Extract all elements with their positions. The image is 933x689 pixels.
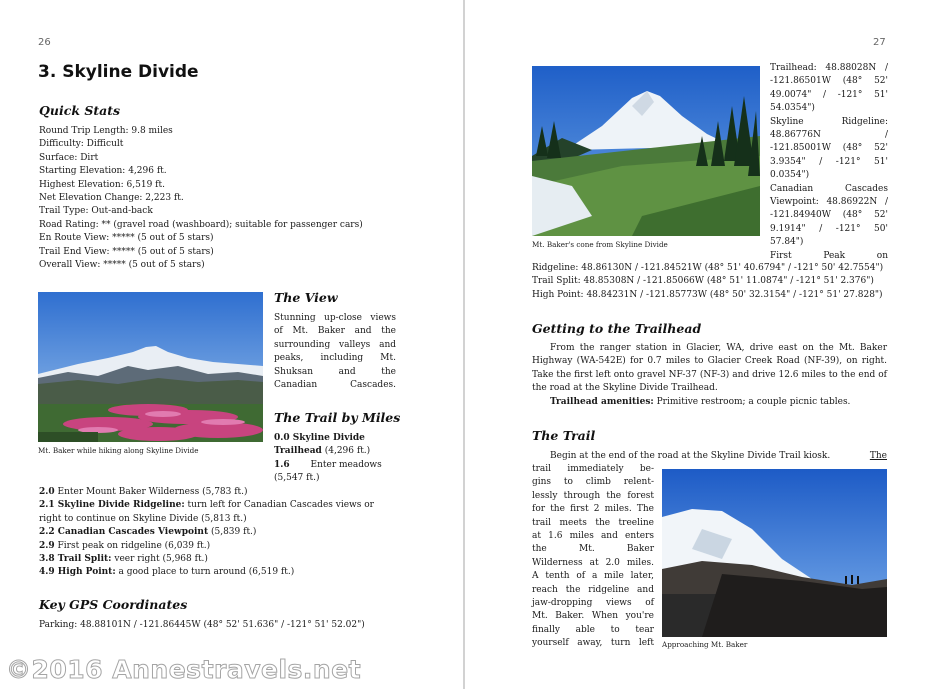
mile-entry-bold: 2.0 [39, 487, 55, 497]
gps-line: Canadian Cascades [770, 183, 888, 194]
photo3-caption: Approaching Mt. Baker [662, 640, 748, 649]
quick-stat-line: Net Elevation Change: 2,223 ft. [39, 193, 184, 204]
trail-first-line [550, 450, 887, 463]
mile-entry [39, 486, 374, 499]
mile-entry [39, 540, 374, 553]
mile-entry [39, 526, 374, 539]
quick-stats-list [39, 125, 363, 272]
photo1-caption: Mt. Baker while hiking along Skyline Divide [38, 446, 199, 455]
quick-stat-line: En Route View: ***** (5 out of 5 stars) [39, 233, 214, 244]
photo-mt-baker-wildflowers [38, 292, 263, 442]
gps-line: 3.9354" / -121° 51' [770, 156, 888, 167]
trail-line: gins to climb relent- [532, 477, 654, 488]
copyright-watermark: ©2016 Annestravels.net [6, 655, 362, 684]
trail-line: Wilderness at 2.0 miles. [532, 557, 654, 568]
trail-line: reach the ridgeline and [532, 584, 654, 595]
chapter-title: 3. Skyline Divide [38, 62, 199, 82]
right-page [466, 0, 933, 689]
mile-entry [39, 499, 374, 512]
mile-entry-text: a good place to turn around (6,519 ft.) [115, 567, 295, 578]
trail-first-line-text: Begin at the end of the road at the Skyline Divide Trail kiosk. [550, 451, 831, 461]
view-line: Stunning up-close views [274, 313, 396, 323]
gps-line: Viewpoint: 48.86922N / [770, 197, 888, 208]
trail-first-line-end: The [869, 451, 887, 461]
amenities-label: Trailhead amenities: [550, 397, 654, 407]
gps-heading: Key GPS Coordinates [39, 597, 188, 612]
mile-entry-text: First peak on ridgeline (6,039 ft.) [54, 540, 211, 551]
mile-entry [39, 566, 374, 579]
left-page [0, 0, 464, 689]
mile-entry-text: (4,296 ft.) [321, 446, 371, 457]
trail-line: at 1.6 miles and enters [532, 531, 654, 542]
mile-entry-bold: 4.9 High Point: [39, 567, 116, 578]
trail-line: A tenth of a mile later, [532, 571, 654, 582]
quick-stats-heading: Quick Stats [39, 103, 121, 118]
photo-mt-baker-cone [532, 66, 760, 236]
quick-stat-line: Surface: Dirt [39, 152, 99, 163]
quick-stat-line: Road Rating: ** (gravel road (washboard); suitable for passenger cars) [39, 219, 363, 230]
trail-line: for the first 2 miles. The [532, 504, 654, 515]
page-number-right: 27 [873, 37, 886, 48]
mile-entry-text: veer right (5,968 ft.) [111, 554, 208, 565]
mile-entry-bold: Trailhead [274, 446, 322, 457]
trail-by-miles-list [39, 486, 374, 580]
view-line: of Mt. Baker and the [274, 326, 396, 337]
amenities-text: Primitive restroom; a couple picnic tables. [653, 397, 851, 407]
gps-line: Ridgeline: 48.86130N / -121.84521W (48° 51' 40.6794" / -121° 50' 42.7554") [532, 263, 884, 273]
photo2-caption: Mt. Baker's cone from Skyline Divide [532, 240, 668, 249]
trail-line: finally able to tear [532, 624, 654, 635]
mile-entry [274, 445, 396, 458]
getting-to-trailhead-text: From the ranger station in Glacier, WA, drive east on the Mt. Baker Highway (WA-542E) for 0.7 miles to Glacier Creek Road (NF-39), on right. Take the first left onto gravel NF-37 (NF-3) and drive 12.6 miles to the end of the road at the Skyline Divide Trailhead. [532, 343, 887, 394]
quick-stat-line: Trail End View: ***** (5 out of 5 stars) [39, 246, 214, 257]
trail-by-miles-heading: The Trail by Miles [274, 410, 401, 425]
trail-line: the Mt. Baker [532, 544, 654, 555]
getting-to-trailhead-heading: Getting to the Trailhead [532, 321, 702, 336]
gps-coordinates-column [770, 62, 888, 263]
mile-entry [274, 432, 396, 445]
gps-line: -121.85001W (48° 52' [770, 143, 888, 154]
trail-line: Mt. Baker. When you're [532, 611, 654, 622]
gps-line: Skyline Ridgeline: [770, 116, 888, 127]
gps-parking-line: Parking: 48.88101N / -121.86445W (48° 52' 51.636" / -121° 51' 52.02") [39, 620, 365, 630]
view-line: surrounding valleys and [274, 339, 396, 350]
book-spine [463, 0, 465, 689]
mile-entry-bold: 3.8 Trail Split: [39, 554, 112, 565]
photo-approaching-mt-baker [662, 469, 887, 637]
gps-line: Trail Split: 48.85308N / -121.85066W (48° 51' 11.0874" / -121° 51' 2.376") [532, 276, 874, 287]
the-trail-heading: The Trail [532, 428, 596, 443]
mile-entry-text: Enter Mount Baker Wilderness (5,783 ft.) [54, 487, 248, 497]
quick-stat-line: Trail Type: Out-and-back [39, 206, 153, 217]
trail-line: lessly through the forest [532, 490, 654, 501]
quick-stat-line: Round Trip Length: 9.8 miles [39, 126, 173, 136]
gps-line: Trailhead: 48.88028N / [770, 63, 888, 73]
trail-by-miles-top [274, 432, 396, 486]
the-trail-text [532, 463, 654, 651]
the-view-text [274, 312, 396, 392]
trail-line: trail meets the treeline [532, 517, 654, 528]
gps-line: -121.84940W (48° 52' [770, 210, 888, 221]
trailhead-amenities [550, 396, 887, 409]
mile-entry-bold: 1.6 [274, 459, 290, 470]
trail-line: yourself away, turn left [532, 638, 654, 649]
view-line: Shuksan and the [274, 366, 396, 377]
the-view-heading: The View [274, 290, 338, 305]
mile-entry-text: right to continue on Skyline Divide (5,813 ft.) [39, 513, 247, 524]
mile-entry [39, 553, 374, 566]
gps-line: 0.0354") [770, 170, 810, 181]
mile-entry-text: turn left for Canadian Cascades views or [184, 500, 374, 511]
mile-entry-text: (5,547 ft.) [274, 473, 320, 484]
mile-entry-bold: 2.9 [39, 540, 55, 551]
mile-entry-bold: 2.1 Skyline Divide Ridgeline: [39, 500, 185, 511]
gps-line: 54.0354") [770, 103, 815, 114]
view-line: peaks, including Mt. [274, 353, 396, 364]
quick-stat-line: Difficulty: Difficult [39, 139, 124, 150]
trail-line: jaw-dropping views of [532, 598, 654, 609]
mile-entry-bold: 2.2 Canadian Cascades Viewpoint [39, 527, 209, 538]
page-number-left: 26 [38, 37, 51, 48]
gps-coordinates-full [532, 262, 883, 302]
gps-line: First Peak on [770, 250, 888, 261]
gps-line: High Point: 48.84231N / -121.85773W (48° 50' 32.3154" / -121° 51' 27.828") [532, 289, 883, 300]
mile-entry [274, 459, 396, 472]
gps-parking [39, 619, 365, 632]
gps-line: 48.86776N / [770, 130, 888, 141]
quick-stat-line: Starting Elevation: 4,296 ft. [39, 166, 167, 177]
quick-stat-line: Overall View: ***** (5 out of 5 stars) [39, 260, 205, 271]
mile-entry-text: (5,839 ft.) [208, 527, 257, 538]
gps-line: -121.86501W (48° 52' [770, 76, 888, 87]
quick-stat-line: Highest Elevation: 6,519 ft. [39, 179, 165, 190]
mile-entry-bold: 0.0 Skyline Divide [274, 433, 365, 443]
gps-line: 9.1914" / -121° 50' [770, 223, 888, 234]
mile-entry-text: Enter meadows [307, 459, 382, 470]
gps-line: 57.84") [770, 237, 804, 248]
view-line: Canadian Cascades. [274, 380, 396, 391]
mile-entry [39, 513, 374, 526]
gps-line: 49.0074" / -121° 51' [770, 89, 888, 100]
mile-entry [274, 472, 396, 485]
trail-line: trail immediately be- [532, 464, 654, 474]
